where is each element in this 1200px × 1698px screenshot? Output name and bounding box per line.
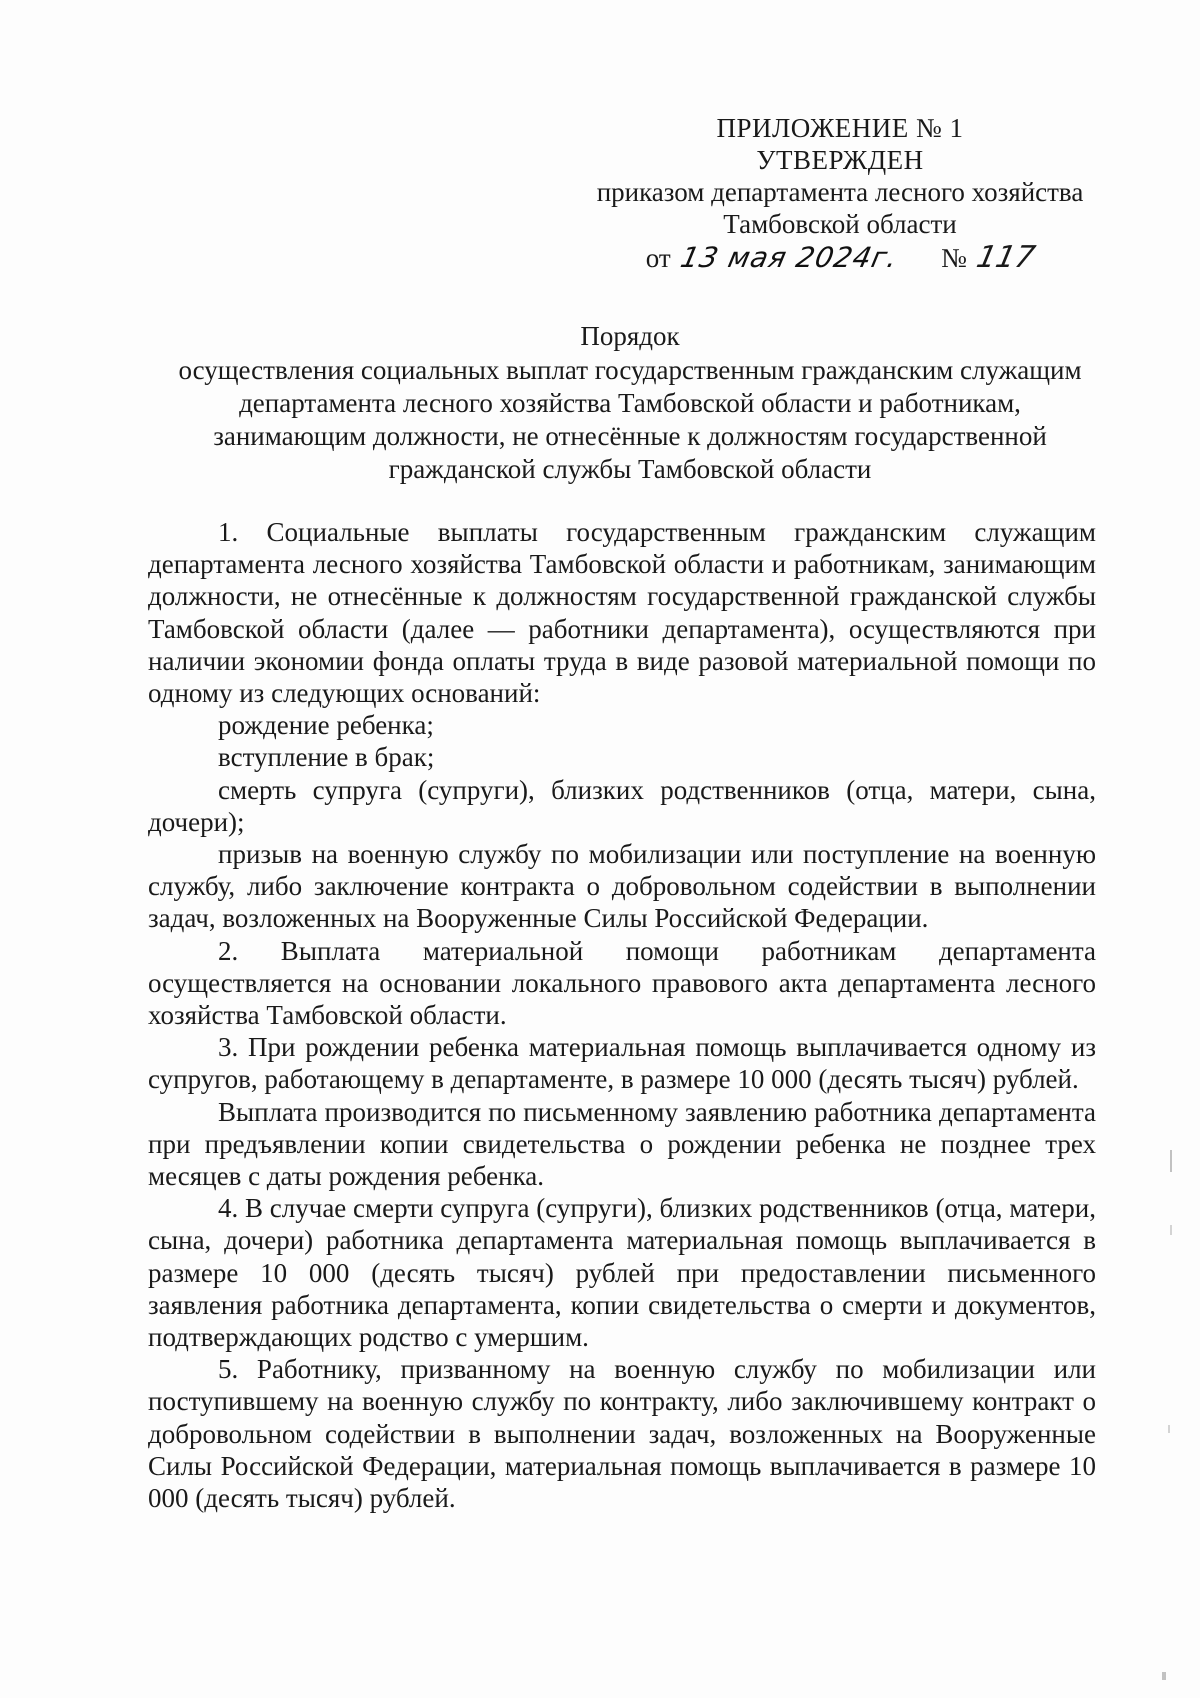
scan-mark	[1170, 1150, 1172, 1172]
appendix-label: ПРИЛОЖЕНИЕ № 1	[716, 113, 964, 143]
title-line-4: гражданской службы Тамбовской области	[388, 454, 872, 484]
document-body	[148, 516, 1096, 1514]
list-item-marriage: вступление в брак;	[218, 742, 435, 773]
paragraph-3: 3. При рождении ребенка материальная помощь выплачивается одному из супругов, работающему в департаменте, в размере 10 000 (десять тысяч) рублей.	[148, 1032, 1096, 1095]
scan-mark	[1168, 1425, 1170, 1433]
list-item-birth: рождение ребенка;	[218, 710, 434, 741]
paragraph-3b: Выплата производится по письменному заявлению работника департамента при предъявлении копии свидетельства о рождении ребенка не позднее трех месяцев с даты рождения ребенка.	[148, 1096, 1096, 1192]
list-item-death: смерть супруга (супруги), близких родственников (отца, матери, сына, дочери);	[148, 774, 1096, 837]
order-line-2: Тамбовской области	[723, 209, 957, 239]
document-title-block	[140, 320, 1120, 486]
paragraph-1: 1. Социальные выплаты государственным гражданским служащим департамента лесного хозяйства Тамбовской области и работникам, занимающим должности, не отнесённые к должностям государственной гражданской службы Тамбовской области (далее — работники департамента), осуществляются при наличии экономии фонда оплаты труда в виде разовой материальной помощи по одному из следующих оснований:	[148, 517, 1096, 709]
paragraph-5: 5. Работнику, призванному на военную службу по мобилизации или поступившему на военную службу по контракту, либо заключившему контракт о добровольном содействии в выполнении задач, возложенных на Вооруженные Силы Российской Федерации, материальная помощь выплачивается в размере 10 000 (десять тысяч) рублей.	[148, 1354, 1096, 1514]
order-date-line	[560, 242, 1120, 274]
document-title: Порядок	[580, 321, 680, 351]
paragraph-2: 2. Выплата материальной помощи работникам департамента осуществляется на основании локального правового акта департамента лесного хозяйства Тамбовской области.	[148, 935, 1096, 1031]
handwritten-number: 117	[973, 240, 1039, 275]
scan-mark	[1162, 1672, 1166, 1680]
title-line-2: департамента лесного хозяйства Тамбовской области и работникам,	[239, 388, 1021, 418]
date-prefix: от	[645, 243, 671, 273]
paragraph-4: 4. В случае смерти супруга (супруги), близких родственников (отца, матери, сына, дочери) работника департамента материальная помощь выплачивается в размере 10 000 (десять тысяч) рублей при предоставлении письменного заявления работника департамента, копии свидетельства о смерти и документов, подтверждающих родство с умершим.	[148, 1193, 1096, 1353]
list-item-mobilization: призыв на военную службу по мобилизации или поступление на военную службу, либо заключение контракта о добровольном содействии в выполнении задач, возложенных на Вооруженные Силы Российской Федерации.	[148, 839, 1096, 934]
approval-block	[560, 112, 1120, 274]
scan-mark	[1170, 1225, 1172, 1235]
number-prefix: №	[941, 243, 967, 273]
handwritten-date: 13 мая 2024г.	[677, 241, 901, 274]
title-line-3: занимающим должности, не отнесённые к должностям государственной	[213, 421, 1047, 451]
title-line-1: осуществления социальных выплат государственным гражданским служащим	[178, 355, 1082, 385]
approved-label: УТВЕРЖДЕН	[756, 145, 924, 175]
order-line-1: приказом департамента лесного хозяйства	[596, 177, 1084, 207]
